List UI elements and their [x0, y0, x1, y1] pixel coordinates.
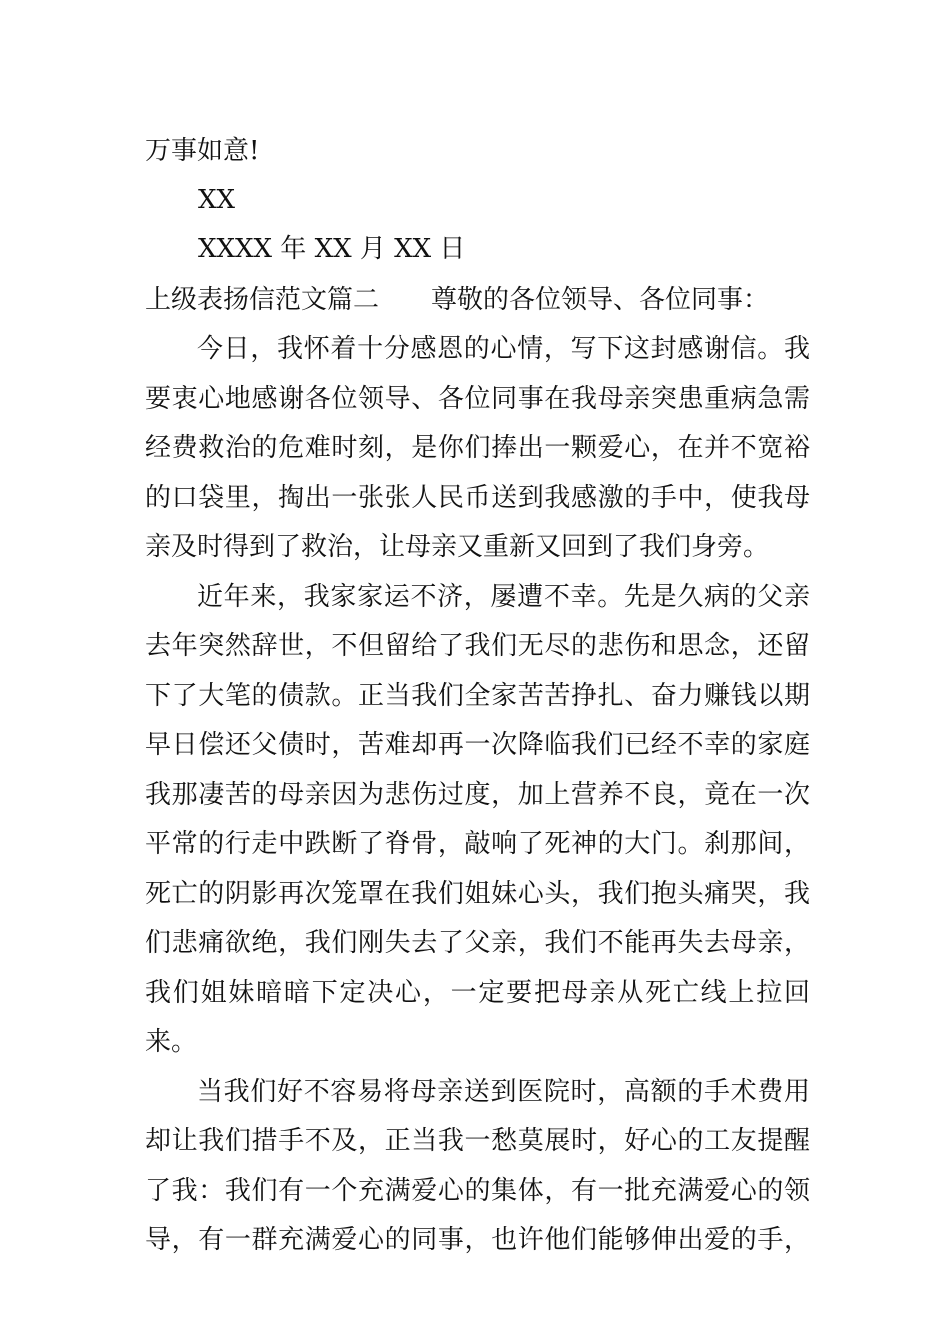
- closing-wish: 万事如意!: [145, 136, 260, 166]
- salutation: 尊敬的各位领导、各位同事：: [431, 285, 770, 315]
- signature-date: XXXX 年 XX 月 XX 日: [198, 234, 466, 264]
- signer-name: XX: [198, 185, 236, 215]
- letter-body: [145, 325, 810, 1266]
- body-paragraph-2: 近年来，我家家运不济，屡遭不幸。先是久病的父亲去年突然辞世，不但留给了我们无尽的悲伤和思念，还留下了大笔的债款。正当我们全家苦苦挣扎、奋力赚钱以期早日偿还父债时，苦难却再一次降临我们已经不幸的家庭我那凄苦的母亲因为悲伤过度，加上营养不良，竟在一次平常的行走中跌断了脊骨，敲响了死神的大门。刹那间，死亡的阴影再次笼罩在我们姐妹心头，我们抱头痛哭，我们悲痛欲绝，我们刚失去了父亲，我们不能再失去母亲，我们姐妹暗暗下定决心，一定要把母亲从死亡线上拉回来。: [145, 581, 810, 1057]
- section-title: 上级表扬信范文篇二: [145, 285, 380, 315]
- section-heading: [145, 276, 769, 326]
- body-paragraph-1: 今日，我怀着十分感恩的心情，写下这封感谢信。我要衷心地感谢各位领导、各位同事在我母亲突患重病急需经费救治的危难时刻，是你们捧出一颗爱心，在并不宽裕的口袋里，掏出一张张人民币送到我感激的手中，使我母亲及时得到了救治，让母亲又重新又回到了我们身旁。: [145, 334, 810, 562]
- body-paragraph-3: 当我们好不容易将母亲送到医院时，高额的手术费用却让我们措手不及，正当我一愁莫展时，好心的工友提醒了我：我们有一个充满爱心的集体，有一批充满爱心的领导，有一群充满爱心的同事，也许他们能够伸出爱的手，: [145, 1076, 810, 1255]
